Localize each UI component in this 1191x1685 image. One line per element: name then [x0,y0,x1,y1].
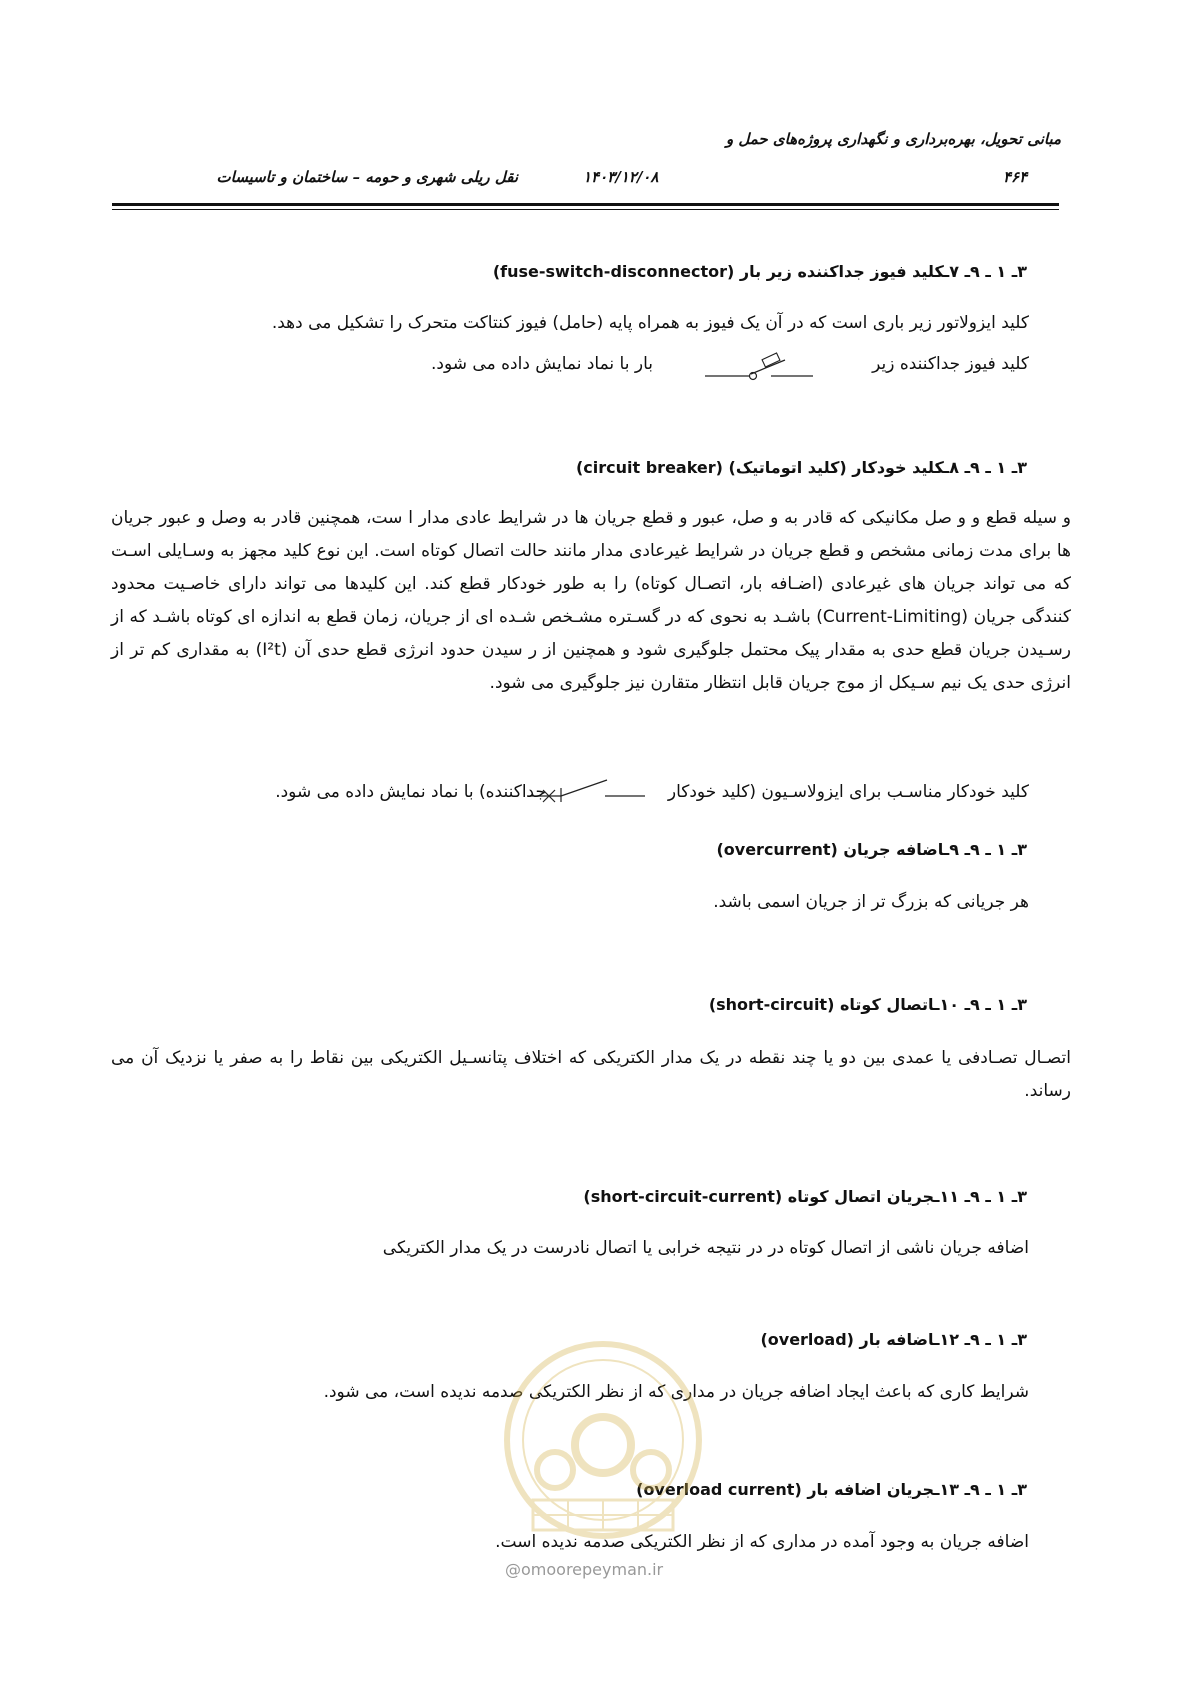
header-title-line1: مبانی تحویل، بهره‌برداری و نگهداری پروژه‌های حمل و [725,130,1061,148]
short-circuit-paragraph: اتصـال تصـادفی یا عمدی بین دو یا چند نقطه در یک مدار الکتریکی که اختلاف پتانسـیل الکتریکی بین نقاط را به صفر یا نزدیک آن می رساند. [111,1048,1071,1101]
watermark-text: @omoorepeyman.ir [505,1560,664,1579]
fuse-switch-symbol-icon [705,350,815,384]
overload-current-text: اضافه جریان به وجود آمده در مداری که از نظر الکتریکی صدمه ندیده است. [495,1532,1029,1552]
heading-short-circuit-current: ۳ـ ۱ ـ ۹ـ ۱۱ـجریان اتصال کوتاه (short-circuit-current) [583,1187,1027,1206]
header-date: ۱۴۰۳/۱۲/۰۸ [583,168,659,186]
fuse-switch-text-line1: کلید ایزولاتور زیر باری است که در آن یک فیوز به همراه پایه (حامل) فیوز کنتاکت متحرک را تشکیل می دهد. [271,313,1029,333]
header-title-line2: نقل ریلی شهری و حومه – ساختمان و تاسیسات [216,168,518,186]
fuse-switch-text-line2b: بار با نماد نمایش داده می شود. [431,354,653,374]
heading-overload-current: ۳ـ ۱ ـ ۹ـ ۱۳ـجریان اضافه بار (overload current) [636,1480,1027,1499]
header-rule-thin [112,209,1059,210]
short-circuit-current-text: اضافه جریان ناشی از اتصال کوتاه در در نتیجه خرابی یا اتصال نادرست در یک مدار الکتریکی [382,1238,1029,1258]
overload-text: شرایط کاری که باعث ایجاد اضافه جریان در مداری که از نظر الکتریکی صدمه ندیده است، می شود. [323,1382,1029,1402]
circuit-breaker-line-b: جداکننده) با نماد نمایش داده می شود. [275,782,546,802]
fuse-switch-text-line2a: کلید فیوز جداکننده زیر [872,354,1029,374]
heading-fuse-switch-disconnector: ۳ـ ۱ ـ ۹ـ ۷ـکلید فیوز جداکننده زیر بار (fuse-switch-disconnector) [492,262,1027,281]
circuit-breaker-line-a: کلید خودکار مناسـب برای ایزولاسـیون (کلید خودکار [667,782,1029,802]
heading-overload: ۳ـ ۱ ـ ۹ـ ۱۲ـاضافه بار (overload) [760,1330,1027,1349]
header-rule-thick [112,203,1059,206]
heading-circuit-breaker: ۳ـ ۱ ـ ۹ـ ۸ـکلید خودکار (کلید اتوماتیک) (circuit breaker) [575,458,1027,477]
heading-overcurrent: ۳ـ ۱ ـ ۹ـ ۹ـاضافه جریان (overcurrent) [716,840,1027,859]
overcurrent-text: هر جریانی که بزرگ تر از جریان اسمی باشد. [713,892,1029,912]
watermark-seal-icon [493,1330,713,1560]
page-number: ۴۶۴ [1003,168,1028,186]
circuit-breaker-paragraph: و سیله قطع و و صل مکانیکی که قادر به و صل، عبور و قطع جریان ها در شرایط عادی مدار ا ست، همچنین قادر به وصل و عبور جریان ها برای مدت زمانی مشخص و قطع جریان در شرایط غیرعادی مدار مانند حالت اتصال کوتاه است. این نوع کلید مجهز به وسـایلی اسـت که می تواند جریان های غیرعادی (اضـافه بار، اتصـال کوتاه) را به طور خودکار قطع کند. این کلیدها می تواند دارای خاصـیت محدود کنندگی جریان (Current-Limiting) باشـد به نحوی که در گسـتره مشـخص شـده ای از جریان، زمان قطع به اندازه ای کوتاه باشـد که از رسـیدن جریان قطع حدی به مقدار پیک محتمل جلوگیری شود و همچنین از ر سیدن حدود انرژی قطع حدی آن (I²t) به مقداری کم تر از انرژی حدی یک نیم سـیکل از موج جریان قابل انتظار متقارن نیز جلوگیری می شود. [111,508,1072,693]
heading-short-circuit: ۳ـ ۱ ـ ۹ـ ۱۰ـاتصال کوتاه (short-circuit) [708,995,1027,1014]
